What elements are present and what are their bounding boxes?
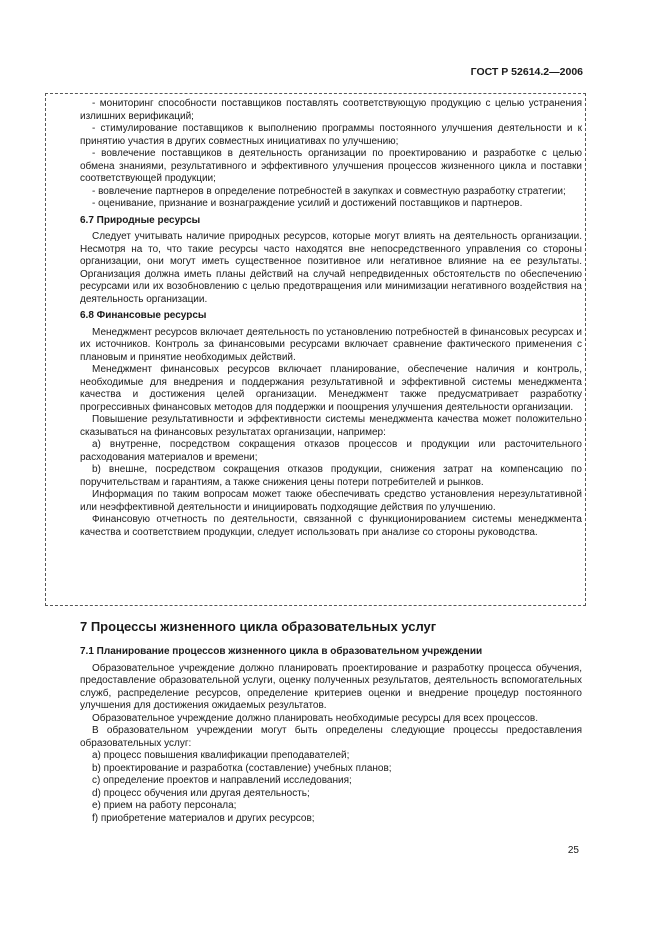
paragraph: a) внутренне, посредством сокращения отказов процессов и продукции или расточительного расходования материалов и времени; <box>80 439 582 463</box>
document-number: ГОСТ Р 52614.2—2006 <box>470 66 583 78</box>
list-item: e) прием на работу персонала; <box>92 800 237 811</box>
process-list <box>80 750 582 825</box>
list-item: d) процесс обучения или другая деятельность; <box>92 787 310 799</box>
paragraph: b) внешне, посредством сокращения отказов продукции, снижения затрат на компенсацию по поручительствам и гарантиям, а также снижения цены потери потребителей и рынков. <box>80 464 582 488</box>
page-number: 25 <box>567 845 579 856</box>
framed-text-block <box>80 98 582 539</box>
paragraph: - стимулирование поставщиков к выполнению программы постоянного улучшения деятельности и к принятию участия в других совместных инициативах по улучшению; <box>80 123 582 147</box>
paragraph: - вовлечение поставщиков в деятельность организации по проектированию и разработке с целью обмена знаниями, результативного и эффективного улучшения процессов жизненного цикла и поставки соответствующей продукции; <box>80 148 582 184</box>
paragraph: В образовательном учреждении могут быть определены следующие процессы предоставления образовательных услуг: <box>80 725 582 749</box>
list-item: b) проектирование и разработка (составление) учебных планов; <box>92 762 392 774</box>
paragraph: - оценивание, признание и вознаграждение усилий и достижений поставщиков и партнеров. <box>92 198 523 209</box>
paragraph: Финансовую отчетность по деятельности, связанной с функционированием системы менеджмента качества и соответствием продукции, следует использовать при анализе со стороны руководства. <box>80 514 582 538</box>
paragraph: Менеджмент финансовых ресурсов включает планирование, обеспечение наличия и контроль, необходимые для внедрения и поддержания результативной и эффективной системы менеджмента качества и достижения целей организации. Менеджмент также предусматривает разработку прогрессивных финансовых методов для поддержки и поощрения улучшения деятельности организации. <box>80 364 582 413</box>
paragraph: - мониторинг способности поставщиков поставлять соответствующую продукцию с целью устранения излишних верификаций; <box>80 98 582 122</box>
paragraph: Менеджмент ресурсов включает деятельность по установлению потребностей в финансовых ресурсах и их источников. Контроль за финансовыми ресурсами включает сравнение фактического применения с плановым и принятие необходимых действий. <box>80 326 582 363</box>
paragraph: Следует учитывать наличие природных ресурсов, которые могут влиять на деятельность организации. Несмотря на то, что такие ресурсы часто находятся вне непосредственного управления со стороны организации, они могут иметь существенное позитивное или негативное влияние на ее результаты. Организация должна иметь планы действий на случай непредвиденных обстоятельств по обеспечению ресурсами или их возобновлению с целью предотвращения или минимизации негативного воздействия на деятельность организации. <box>80 231 582 305</box>
list-item: f) приобретение материалов и других ресурсов; <box>92 812 315 824</box>
section-heading-7-1: 7.1 Планирование процессов жизненного цикла в образовательном учреждении <box>80 646 483 657</box>
section-heading-7: 7 Процессы жизненного цикла образовательных услуг <box>80 619 437 634</box>
paragraph: Повышение результативности и эффективности системы менеджмента качества может положительно сказываться на финансовых результатах организации, например: <box>80 414 582 438</box>
list-item: c) определение проектов и направлений исследования; <box>92 775 352 786</box>
section-7-text-block <box>80 646 582 825</box>
section-heading-6-7: 6.7 Природные ресурсы <box>80 214 201 226</box>
section-heading-6-8: 6.8 Финансовые ресурсы <box>80 310 207 321</box>
paragraph: - вовлечение партнеров в определение потребностей в закупках и совместную разработку стратегии; <box>92 185 566 197</box>
paragraph: Образовательное учреждение должно планировать необходимые ресурсы для всех процессов. <box>92 712 539 724</box>
paragraph: Информация по таким вопросам может также обеспечивать средство установления нерезультативной или неэффективной деятельности и инициировать подходящие действия по улучшению. <box>80 489 582 513</box>
list-item: а) процесс повышения квалификации преподавателей; <box>92 750 350 761</box>
paragraph: Образовательное учреждение должно планировать проектирование и разработку процесса обучения, предоставление образовательной услуги, оценку полученных результатов, деятельность вспомогательных служб, распределение ресурсов, определение критериев оценки и внедрение процедур постоянного улучшения для достижения ожидаемых результатов. <box>80 662 582 711</box>
